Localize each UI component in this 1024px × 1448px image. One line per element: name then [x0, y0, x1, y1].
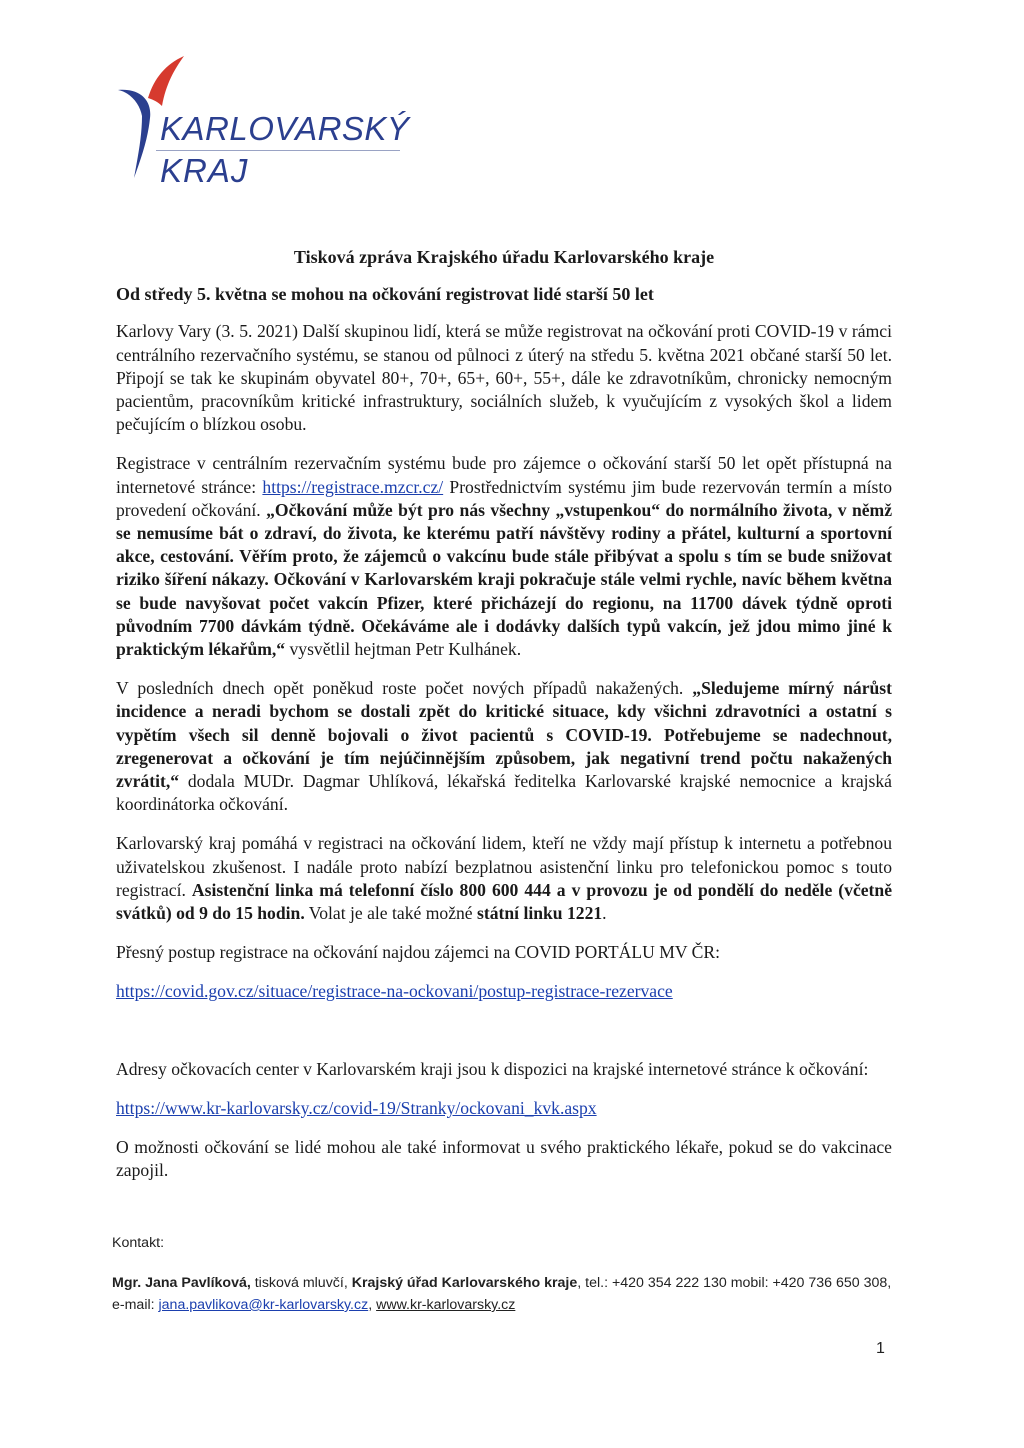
- document-subtitle: Od středy 5. května se mohou na očkování registrovat lidé starší 50 let: [116, 284, 654, 305]
- document-title: Tisková zpráva Krajského úřadu Karlovarského kraje: [293, 247, 715, 267]
- covid-portal-line: [116, 980, 892, 1003]
- karlovarsky-kraj-logo: [112, 52, 412, 192]
- text-span: Volat je ale také možné: [304, 903, 478, 924]
- text-span: Karlovarský kraj pomáhá v registraci na očkování lidem, kteří ne vždy mají přístup k internetu a potřebnou uživatelskou zkušenost. I nadále proto nabízí bezplatnou asistenční linku pro telefonickou pomoc s touto registrací.: [116, 833, 892, 900]
- vaccination-centers-link[interactable]: https://www.kr-karlovarsky.cz/covid-19/Stranky/ockovani_kvk.aspx: [116, 1097, 597, 1118]
- logo-divider: [156, 150, 400, 151]
- contact-details: [112, 1272, 902, 1316]
- governor-quote: „Očkování může být pro nás všechny „vstupenkou“ do normálního života, v němž se nemusíme bát o zdraví, do života, ke kterému patří návštěvy rodiny a přátel, kulturní a sportovní akce, cestování. Věřím proto, že zájemců o vakcínu bude stále přibývat a spolu s tím se bude snižovat riziko šíření nákazy. Očkování v Karlovarském kraji pokračuje stále velmi rychle, navíc během května se bude navyšovat počet vakcín Pfizer, které přicházejí do regionu, na 11700 dávek týdně oproti původním 7700 dávkám týdně. Očekáváme ale i dodávky dalších typů vakcín, jež jdou mimo jiné k praktickým lékařům,“: [116, 499, 892, 660]
- centers-link-line: [116, 1097, 892, 1120]
- page-number: 1: [876, 1340, 885, 1357]
- contact-email-link[interactable]: jana.pavlikova@kr-karlovarsky.cz: [158, 1297, 369, 1313]
- press-release-body: [116, 246, 892, 1199]
- text-span: V posledních dnech opět poněkud roste počet nových případů nakažených.: [116, 678, 693, 699]
- paragraph-portal: Přesný postup registrace na očkování najdou zájemci na COVID PORTÁLU MV ČR:: [116, 942, 721, 963]
- contact-office: Krajský úřad Karlovarského kraje: [351, 1275, 578, 1291]
- paragraph-intro: Karlovy Vary (3. 5. 2021) Další skupinou lidí, která se může registrovat na očkování proti COVID-19 v rámci centrálního rezervačního systému, se stanou od půlnoci z úterý na středu 5. května 2021 občané starší 50 let. Připojí se tak ke skupinám obyvatel 80+, 70+, 65+, 60+, 55+, dále ke zdravotníkům, chronicky nemocným pacientům, pracovníkům kritické infrastruktury, sociálních služeb, k vyučujícím z vysokých škol a lidem pečujícím o blízkou osobu.: [116, 321, 892, 435]
- contact-block: [112, 1232, 902, 1316]
- text-span: dodala MUDr. Dagmar Uhlíková, lékařská ředitelka Karlovarské krajské nemocnice a krajská koordinátorka očkování.: [116, 771, 892, 815]
- text-span: Prostřednictvím systému jim bude rezervován termín a místo provedení očkování.: [116, 476, 893, 520]
- text-span: Registrace v centrálním rezervačním systému bude pro zájemce o očkování starší 50 let opět přístupná na internetové stránce:: [116, 453, 892, 497]
- state-line-info: státní linku 1221: [477, 903, 603, 924]
- contact-separator: ,: [368, 1297, 377, 1313]
- text-span: .: [602, 903, 607, 924]
- director-quote: „Sledujeme mírný nárůst incidence a neradi bychom se dostali zpět do kritické situace, kdy všichni zdravotníci a ostatní s vypětím všech sil denně bojovali o život pacientů s COVID-19. Potřebujeme se nadechnout, zregenerovat a očkování je tím nejúčinnějším způsobem, jak negativní trend počtu nakažených zvrátit,“: [116, 678, 892, 792]
- contact-role: tisková mluvčí,: [250, 1275, 352, 1291]
- paragraph-registration: [116, 452, 892, 661]
- contact-web-link[interactable]: www.kr-karlovarsky.cz: [376, 1297, 516, 1313]
- logo-text-line2: KRAJ: [160, 152, 249, 189]
- covid-portal-link[interactable]: https://covid.gov.cz/situace/registrace-na-ockovani/postup-registrace-rezervace: [116, 981, 673, 1002]
- contact-label: Kontakt:: [112, 1235, 165, 1251]
- paragraph-helpline: [116, 832, 892, 925]
- spacer: [116, 1020, 892, 1058]
- contact-name: Mgr. Jana Pavlíková,: [112, 1275, 251, 1291]
- registration-link[interactable]: https://registrace.mzcr.cz/: [262, 476, 444, 497]
- paragraph-gp: O možnosti očkování se lidé mohou ale také informovat u svého praktického lékaře, pokud se do vakcinace zapojil.: [116, 1137, 892, 1181]
- text-span: vysvětlil hejtman Petr Kulhánek.: [285, 639, 522, 660]
- paragraph-centers: Adresy očkovacích center v Karlovarském kraji jsou k dispozici na krajské internetové stránce k očkování:: [116, 1058, 869, 1079]
- logo-text-line1: KARLOVARSKÝ: [160, 110, 410, 147]
- contact-phones: , tel.: +420 354 222 130 mobil: +420 736 650 308, e-mail:: [112, 1275, 892, 1313]
- paragraph-incidence: [116, 677, 892, 816]
- helpline-info: Asistenční linka má telefonní číslo 800 600 444 a v provozu je od pondělí do neděle (včetně svátků) od 9 do 15 hodin.: [116, 879, 893, 924]
